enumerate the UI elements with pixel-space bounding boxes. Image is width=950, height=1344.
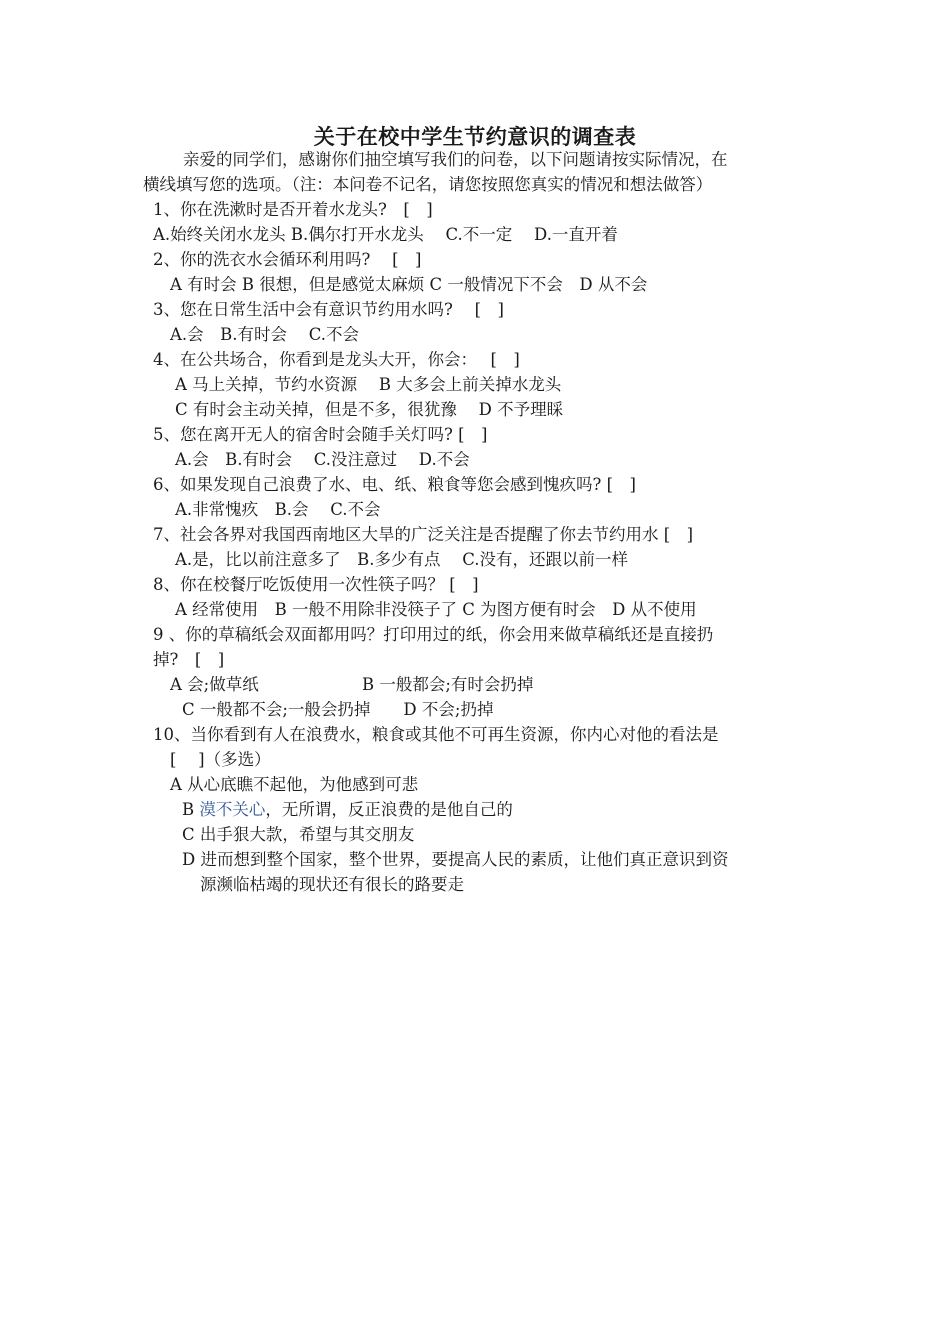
- question-8: 8、你在校餐厅吃饭使用一次性筷子吗？ [ ]: [153, 575, 479, 594]
- question-4-options-line-2: C 有时会主动关掉，但是不多，很犹豫 D 不予理睬: [175, 400, 564, 419]
- question-9-option-a: A 会;做草纸: [170, 675, 259, 694]
- question-2-options: A 有时会 B 很想，但是感觉太麻烦 C 一般情况下不会 D 从不会: [170, 275, 648, 294]
- question-6-options: A.非常愧疚 B.会 C.不会: [175, 500, 381, 519]
- question-9-line-2: 掉? [ ]: [153, 650, 225, 669]
- question-7: 7、社会各界对我国西南地区大旱的广泛关注是否提醒了你去节约用水 [ ]: [153, 525, 694, 544]
- question-3: 3、您在日常生活中会有意识节约用水吗? [ ]: [153, 300, 504, 319]
- question-8-options: A 经常使用 B 一般不用除非没筷子了 C 为图方便有时会 D 从不使用: [175, 600, 697, 619]
- question-10-line-2: [ ]（多选）: [170, 750, 271, 769]
- question-10-option-d-line-2: 源濒临枯竭的现状还有很长的路要走: [200, 875, 464, 894]
- page-title: 关于在校中学生节约意识的调查表: [313, 124, 637, 149]
- question-10-option-c: C 出手狠大款，希望与其交朋友: [182, 825, 415, 844]
- question-10-option-b-rest: ，无所谓，反正浪费的是他自己的: [265, 800, 513, 819]
- question-5-options: A.会 B.有时会 C.没注意过 D.不会: [175, 450, 470, 469]
- question-4: 4、在公共场合，你看到是龙头大开，你会： [ ]: [153, 350, 520, 369]
- question-2: 2、你的洗衣水会循环利用吗? [ ]: [153, 250, 422, 269]
- question-1: 1、你在洗漱时是否开着水龙头? [ ]: [153, 200, 433, 219]
- question-10-option-d-line-1: D 进而想到整个国家，整个世界，要提高人民的素质，让他们真正意识到资: [182, 850, 729, 869]
- question-10-option-a: A 从心底瞧不起他，为他感到可悲: [170, 775, 419, 794]
- question-5: 5、您在离开无人的宿舍时会随手关灯吗? [ ]: [153, 425, 488, 444]
- question-1-options: A.始终关闭水龙头 B.偶尔打开水龙头 C.不一定 D.一直开着: [153, 225, 618, 244]
- question-9-line-1: 9 、你的草稿纸会双面都用吗？打印用过的纸，你会用来做草稿纸还是直接扔: [153, 625, 714, 644]
- question-3-options: A.会 B.有时会 C.不会: [170, 325, 360, 344]
- intro-line-2: 横线填写您的选项。（注：本问卷不记名，请您按照您真实的情况和想法做答）: [143, 175, 713, 194]
- question-9-options-cd: C 一般都不会;一般会扔掉 D 不会;扔掉: [182, 700, 494, 719]
- indifferent-link[interactable]: 漠不关心: [199, 800, 266, 819]
- question-7-options: A.是，比以前注意多了 B.多少有点 C.没有，还跟以前一样: [175, 550, 629, 569]
- question-9-option-b: B 一般都会;有时会扔掉: [362, 675, 534, 694]
- intro-line-1: 亲爱的同学们，感谢你们抽空填写我们的问卷，以下问题请按实际情况，在: [183, 150, 728, 169]
- question-6: 6、如果发现自己浪费了水、电、纸、粮食等您会感到愧疚吗? [ ]: [153, 475, 636, 494]
- question-10-option-b-prefix: B: [182, 800, 200, 819]
- question-4-options-line-1: A 马上关掉，节约水资源 B 大多会上前关掉水龙头: [175, 375, 562, 394]
- question-10-line-1: 10、当你看到有人在浪费水，粮食或其他不可再生资源，你内心对他的看法是: [153, 725, 719, 744]
- question-10-option-b: [182, 798, 513, 822]
